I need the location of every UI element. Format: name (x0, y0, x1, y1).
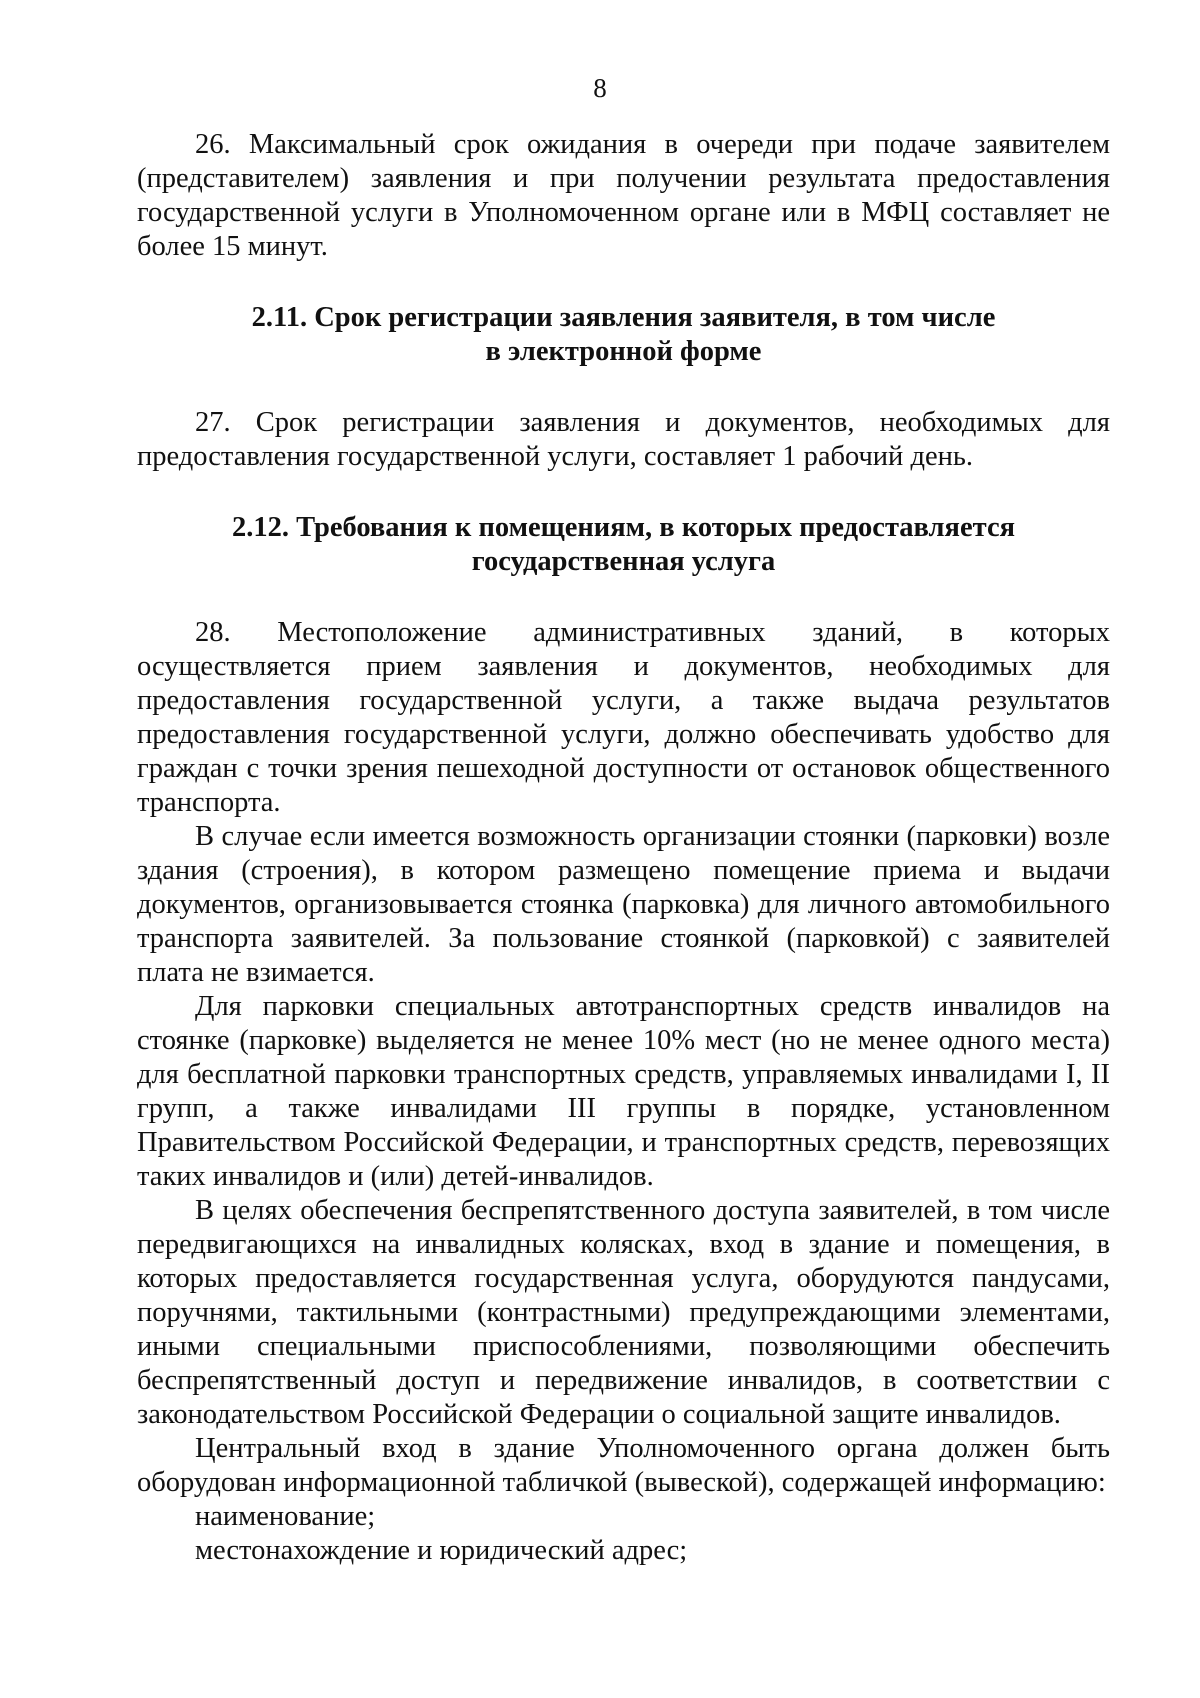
document-body (137, 128, 1110, 1568)
paragraph-26: 26. Максимальный срок ожидания в очереди при подаче заявителем (представителем) заявления и при получении результата предоставления государственной услуги в Уполномоченном органе или в МФЦ составляет не более 15 минут. (137, 129, 1110, 262)
paragraph-disabled-parking: Для парковки специальных автотранспортных средств инвалидов на стоянке (парковке) выделяется не менее 10% мест (но не менее одного места) для бесплатной парковки транспортных средств, управляемых инвалидами I, II групп, а также инвалидами III группы в порядке, установленном Правительством Российской Федерации, и транспортных средств, перевозящих таких инвалидов и (или) детей-инвалидов. (137, 991, 1110, 1192)
section-heading-2-11 (137, 301, 1110, 369)
section-heading-2-12 (137, 511, 1110, 579)
heading-2-12-line-1: 2.12. Требования к помещениям, в которых предоставляется (231, 512, 1016, 543)
heading-2-11-line-2: в электронной форме (485, 336, 762, 367)
paragraph-entrance-sign: Центральный вход в здание Уполномоченного органа должен быть оборудован информационной табличкой (вывеской), содержащей информацию: (137, 1433, 1110, 1498)
list-item: местонахождение и юридический адрес; (195, 1535, 688, 1566)
heading-2-12-line-2: государственная услуга (471, 546, 776, 577)
sign-info-list (137, 1500, 1110, 1568)
paragraph-accessibility: В целях обеспечения беспрепятственного доступа заявителей, в том числе передвигающихся на инвалидных колясках, вход в здание и помещения, в которых предоставляется государственная услуга, оборудуются пандусами, поручнями, тактильными (контрастными) предупреждающими элементами, иными специальными приспособлениями, позволяющими обеспечить беспрепятственный доступ и передвижение инвалидов, в соответствии с законодательством Российской Федерации о социальной защите инвалидов. (137, 1195, 1110, 1430)
paragraph-28: 28. Местоположение административных зданий, в которых осуществляется прием заявления и документов, необходимых для предоставления государственной услуги, а также выдача результатов предоставления государственной услуги, должно обеспечивать удобство для граждан с точки зрения пешеходной доступности от остановок общественного транспорта. (137, 617, 1110, 818)
list-item: наименование; (195, 1501, 376, 1532)
page-number: 8 (593, 73, 607, 103)
paragraph-27: 27. Срок регистрации заявления и документов, необходимых для предоставления государственной услуги, составляет 1 рабочий день. (137, 407, 1110, 472)
paragraph-parking: В случае если имеется возможность организации стоянки (парковки) возле здания (строения), в котором размещено помещение приема и выдачи документов, организовывается стоянка (парковка) для личного автомобильного транспорта заявителей. За пользование стоянкой (парковкой) с заявителей плата не взимается. (137, 821, 1110, 988)
heading-2-11-line-1: 2.11. Срок регистрации заявления заявителя, в том числе (251, 302, 996, 333)
